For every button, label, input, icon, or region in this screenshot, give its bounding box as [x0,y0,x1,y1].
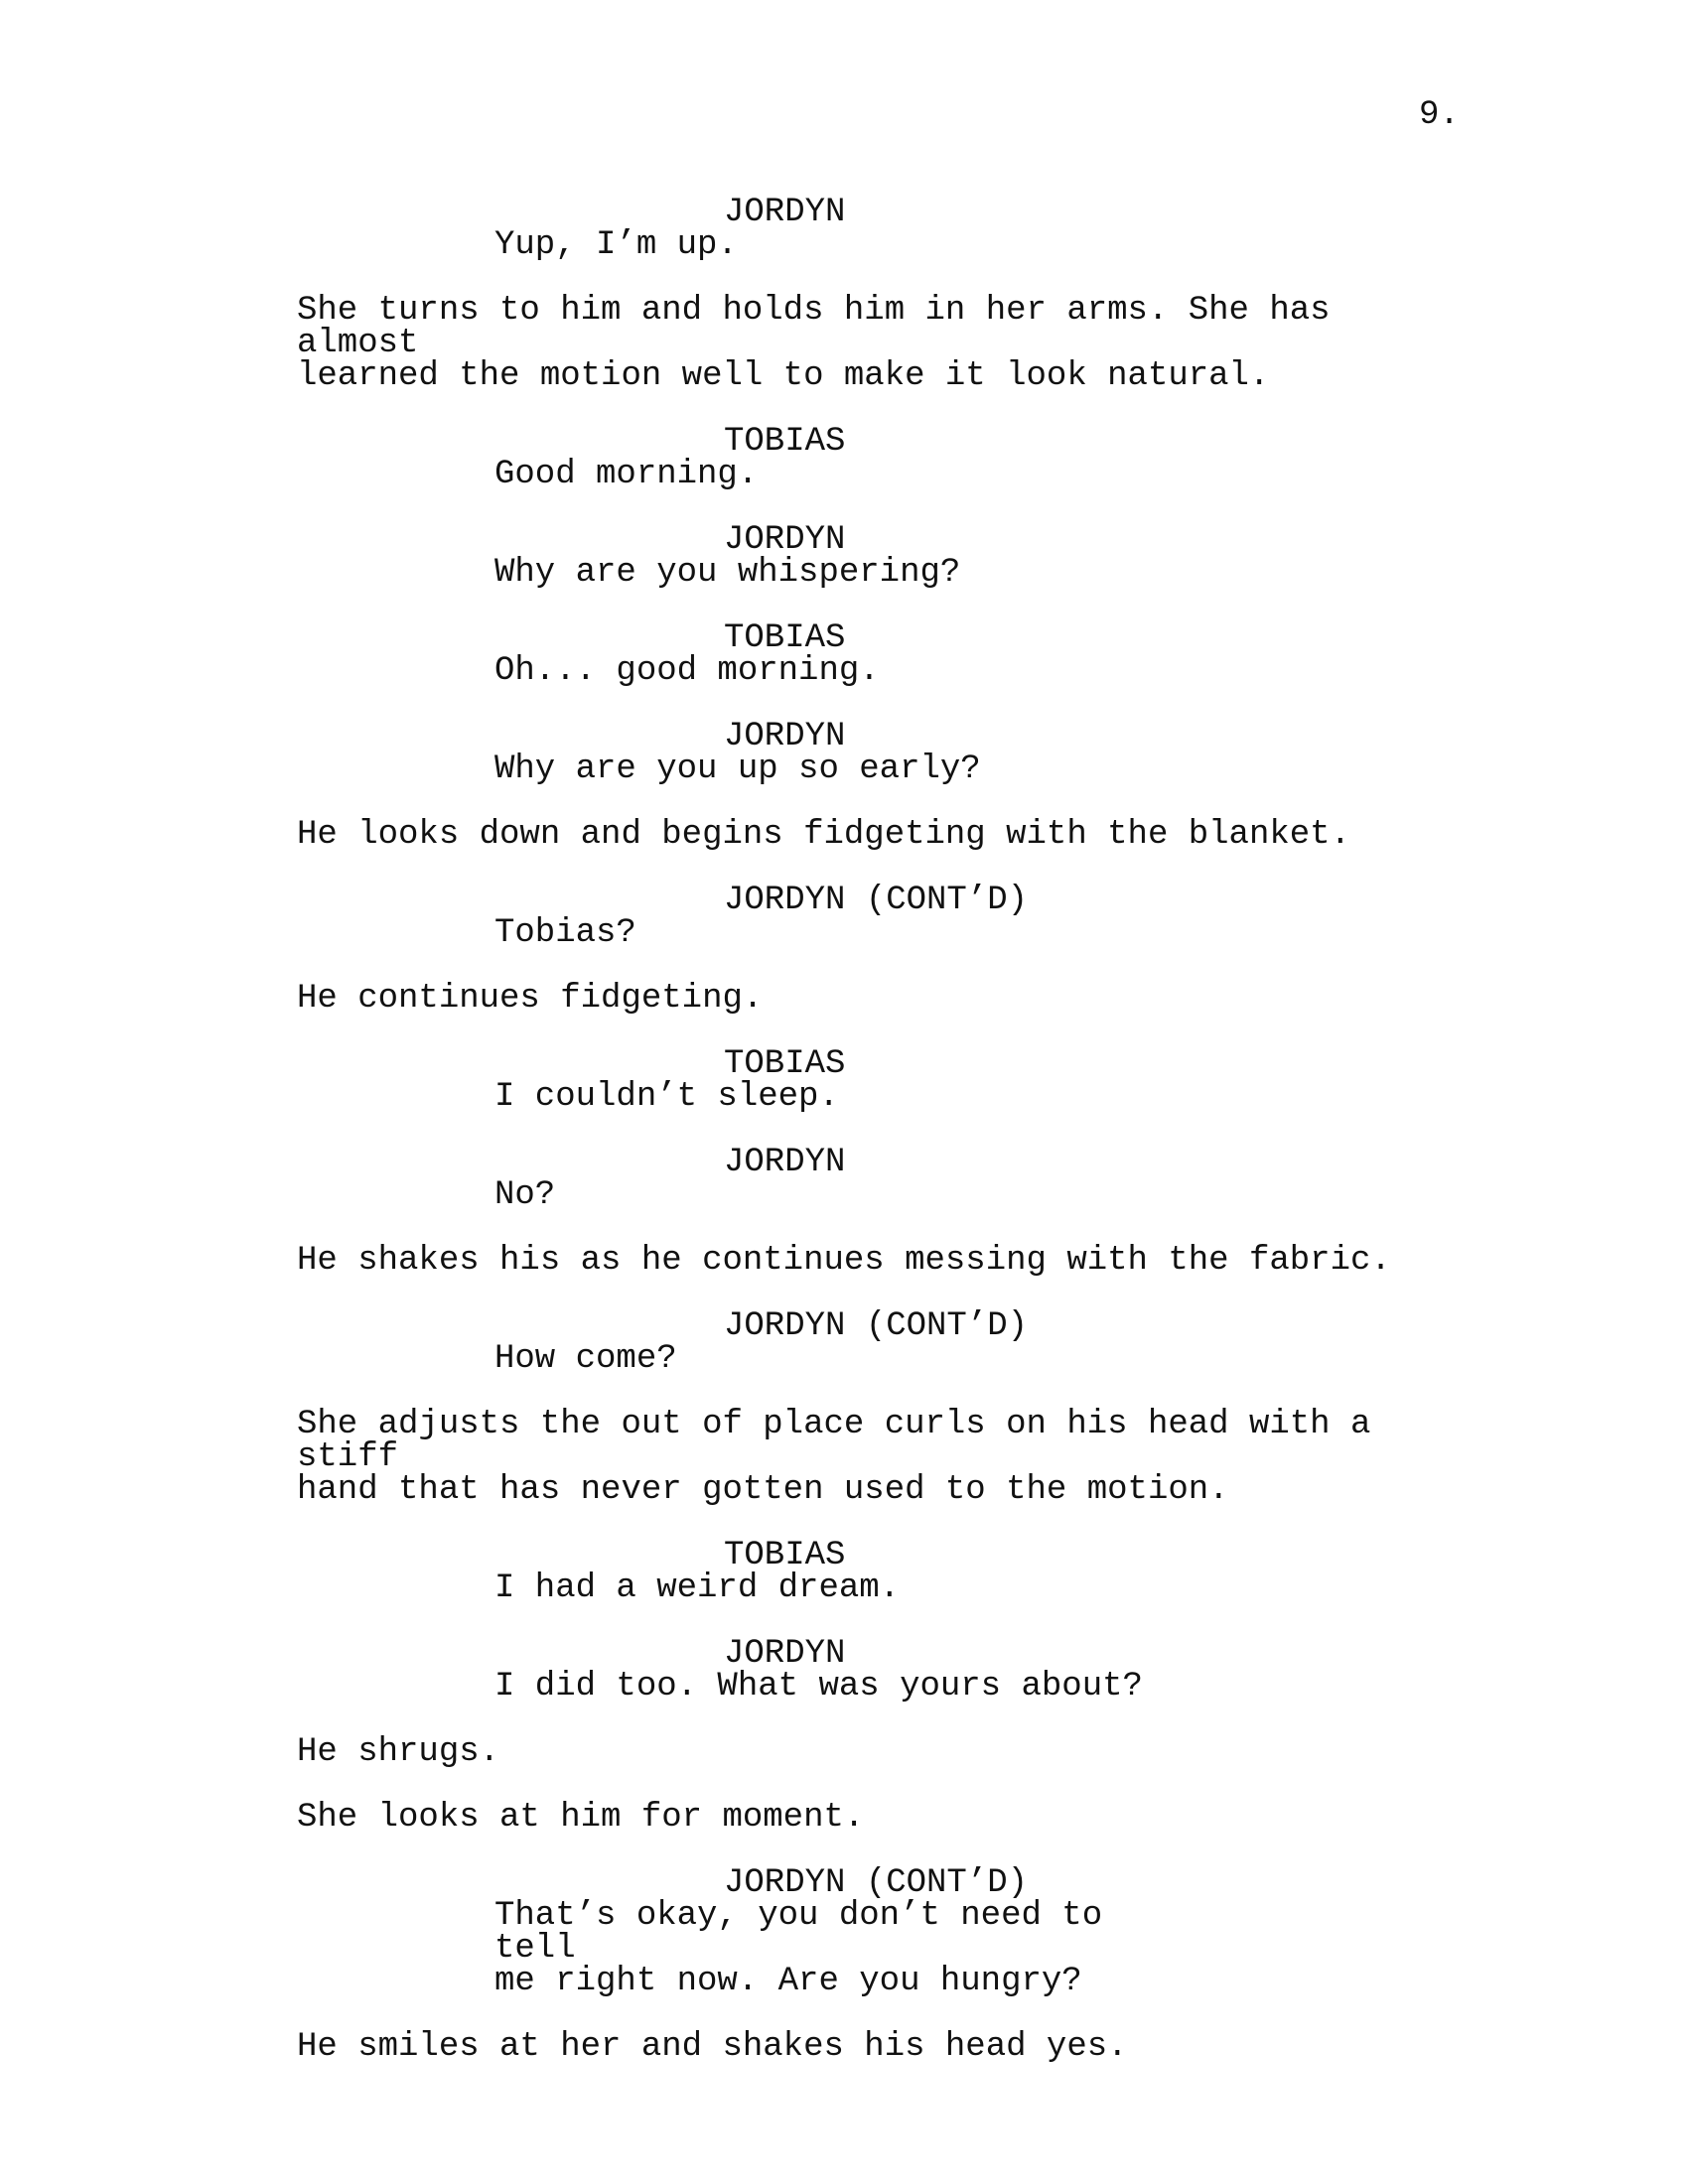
dialogue-block [297,1045,1449,1116]
dialogue-block [297,718,1449,788]
action-block [297,980,1449,1018]
dialogue-line: Why are you whispering? [494,554,961,592]
dialogue-block [297,1537,1449,1607]
action-line: She turns to him and holds him in her arms. She has almost [297,292,1350,362]
dialogue-block [297,423,1449,493]
dialogue-line: I couldn’t sleep. [494,1078,839,1116]
action-line: She adjusts the out of place curls on his head with a stiff [297,1406,1391,1476]
dialogue-line: Good morning. [494,456,759,493]
dialogue-line: Yup, I’m up. [494,226,738,264]
dialogue-block [297,1864,1449,2000]
character-name: TOBIAS [724,1537,846,1574]
screenplay-body [297,194,1449,2097]
character-name: JORDYN [724,521,846,559]
character-name: JORDYN [724,718,846,755]
dialogue-line: That’s okay, you don’t need to tell [494,1897,1123,1968]
character-name: TOBIAS [724,1045,846,1083]
character-name: JORDYN [724,194,846,231]
dialogue-line: Oh... good morning. [494,652,880,690]
dialogue-line: I had a weird dream. [494,1570,901,1607]
action-block [297,816,1449,854]
character-name: TOBIAS [724,423,846,461]
character-name: JORDYN (CONT’D) [724,1307,1029,1345]
action-line: He smiles at her and shakes his head yes. [297,2028,1128,2066]
dialogue-block [297,619,1449,690]
character-name: JORDYN [724,1635,846,1673]
action-block [297,1406,1449,1509]
dialogue-line: Tobias? [494,914,636,952]
character-name: JORDYN (CONT’D) [724,882,1029,919]
action-block [297,1799,1449,1837]
dialogue-block [297,882,1449,952]
action-line: He shakes his as he continues messing with the fabric. [297,1242,1391,1280]
action-block [297,1733,1449,1771]
character-name: TOBIAS [724,619,846,657]
action-line: He continues fidgeting. [297,980,764,1018]
dialogue-line: I did too. What was yours about? [494,1668,1143,1706]
action-line: learned the motion well to make it look natural. [297,357,1270,395]
action-line: He looks down and begins fidgeting with the blanket. [297,816,1350,854]
page-number: 9. [1419,96,1460,134]
character-name: JORDYN [724,1144,846,1181]
dialogue-block [297,1635,1449,1706]
dialogue-line: Why are you up so early? [494,751,981,788]
action-block [297,292,1449,395]
action-block [297,1242,1449,1280]
action-line: hand that has never gotten used to the motion. [297,1471,1229,1509]
dialogue-line: me right now. Are you hungry? [494,1963,1082,2000]
action-line: He shrugs. [297,1733,500,1771]
dialogue-block [297,194,1449,264]
dialogue-line: No? [494,1176,556,1214]
dialogue-block [297,1144,1449,1214]
dialogue-line: How come? [494,1340,677,1378]
dialogue-block [297,521,1449,592]
character-name: JORDYN (CONT’D) [724,1864,1029,1902]
action-block [297,2028,1449,2066]
dialogue-block [297,1307,1449,1378]
action-line: She looks at him for moment. [297,1799,865,1837]
